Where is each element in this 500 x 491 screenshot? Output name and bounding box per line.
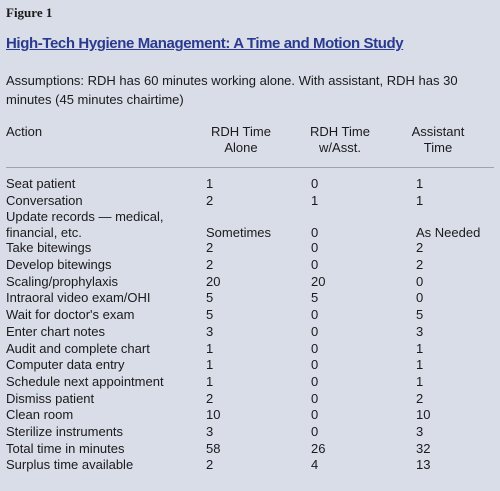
action-cell: Sterilize instruments [6,423,124,439]
header-rdh-asst [295,124,385,156]
action-cell: Wait for doctor's exam [6,307,135,323]
rdh-asst-cell: 5 [311,290,319,306]
table-row [0,324,500,341]
header-action [6,124,42,140]
action-cell: Surplus time available [6,457,134,473]
assistant-cell: 1 [416,176,424,191]
assistant-cell: 2 [416,257,424,273]
figure-title: High-Tech Hygiene Management: A Time and Motion Study [6,35,404,52]
header-rdh-alone [196,124,286,156]
rdh-alone-cell: 3 [206,423,214,439]
rdh-alone-cell: 1 [206,373,214,389]
assistant-cell: 3 [416,323,424,339]
table-row [0,424,500,441]
action-cell: Schedule next appointment [6,373,164,389]
figure-label: Figure 1 [6,5,53,20]
table-row [0,357,500,374]
action-cell: Intraoral video exam/OHI [6,290,151,306]
action-cell: Audit and complete chart [6,340,150,356]
table-row [0,374,500,391]
rdh-asst-cell: 0 [311,307,319,323]
rdh-asst-cell: 0 [311,340,319,356]
rdh-alone-cell: 5 [206,307,214,323]
action-cell: Take bitewings [6,240,92,256]
action-cell-line2: financial, etc. [6,224,82,240]
table-row [0,341,500,358]
action-cell: Total time in minutes [6,440,125,456]
rdh-asst-cell: 0 [311,224,319,240]
rdh-alone-cell: 3 [206,323,214,339]
assistant-cell: 5 [416,307,424,323]
table-row [0,407,500,424]
action-cell-line1: Update records — medical, [6,209,164,225]
rdh-alone-cell: 58 [206,440,221,456]
assistant-cell: 0 [416,290,424,306]
rdh-asst-cell: 1 [311,192,319,208]
rdh-asst-cell: 0 [311,390,319,406]
action-cell: Conversation [6,192,83,208]
action-cell: Dismiss patient [6,390,95,406]
rdh-alone-cell: 2 [206,457,214,473]
table-row [0,257,500,274]
action-cell: Computer data entry [6,357,125,373]
header-rdh-asst-line1: RDH Time [310,124,370,139]
rdh-asst-cell: 0 [311,373,319,389]
rdh-asst-cell: 0 [311,323,319,339]
rdh-alone-cell: 2 [206,257,214,273]
header-rdh-alone-line1: RDH Time [211,124,271,139]
assistant-cell: 0 [416,273,424,289]
action-cell: Develop bitewings [6,257,112,273]
header-assistant-line1: Assistant [411,124,465,139]
table-row-total [0,441,500,458]
assistant-cell: 10 [416,407,431,423]
rdh-alone-cell: 1 [206,340,214,356]
assistant-cell: 2 [416,240,424,256]
table-row [0,209,500,240]
rdh-alone-cell: 2 [206,192,214,208]
table-row-surplus [0,457,500,474]
header-assistant-line2: Time [423,140,453,155]
rdh-alone-cell: 1 [206,176,214,191]
header-assistant [403,124,473,156]
table-row [0,290,500,307]
rdh-alone-cell: 2 [206,390,214,406]
action-cell: Seat patient [6,176,76,191]
assistant-cell: 3 [416,423,424,439]
assistant-cell: 2 [416,390,424,406]
rdh-asst-cell: 4 [311,457,319,473]
table-row [0,307,500,324]
rdh-alone-cell: Sometimes [206,224,272,240]
table-row [0,240,500,257]
header-rdh-asst-line2: w/Asst. [319,140,361,155]
rdh-asst-cell: 26 [311,440,326,456]
assistant-cell: 1 [416,357,424,373]
table-row [0,391,500,408]
assistant-cell: 1 [416,340,424,356]
assumptions-text: Assumptions: RDH has 60 minutes working alone. With assistant, RDH has 30 minutes (45 minutes chairtime) [6,73,458,107]
rdh-asst-cell: 0 [311,257,319,273]
rdh-asst-cell: 0 [311,423,319,439]
rdh-alone-cell: 20 [206,273,221,289]
rdh-alone-cell: 1 [206,357,214,373]
table-row [0,193,500,210]
assistant-cell: 13 [416,457,431,473]
header-rdh-alone-line2: Alone [224,140,258,155]
table-row [0,176,500,193]
assistant-cell: 1 [416,192,424,208]
rdh-asst-cell: 0 [311,357,319,373]
assistant-cell: As Needed [416,224,481,240]
rdh-asst-cell: 0 [311,240,319,256]
action-cell [6,209,164,240]
rdh-alone-cell: 10 [206,407,221,423]
table-row [0,274,500,291]
action-cell: Scaling/prophylaxis [6,273,119,289]
assistant-cell: 1 [416,373,424,389]
action-cell: Enter chart notes [6,323,105,339]
rdh-alone-cell: 2 [206,240,214,256]
table-body [0,176,500,474]
rdh-asst-cell: 0 [311,407,319,423]
assistant-cell: 32 [416,440,431,456]
header-divider [6,167,494,168]
rdh-alone-cell: 5 [206,290,214,306]
header-action-label: Action [6,124,43,139]
rdh-asst-cell: 0 [311,176,319,191]
action-cell: Clean room [6,407,74,423]
rdh-asst-cell: 20 [311,273,326,289]
